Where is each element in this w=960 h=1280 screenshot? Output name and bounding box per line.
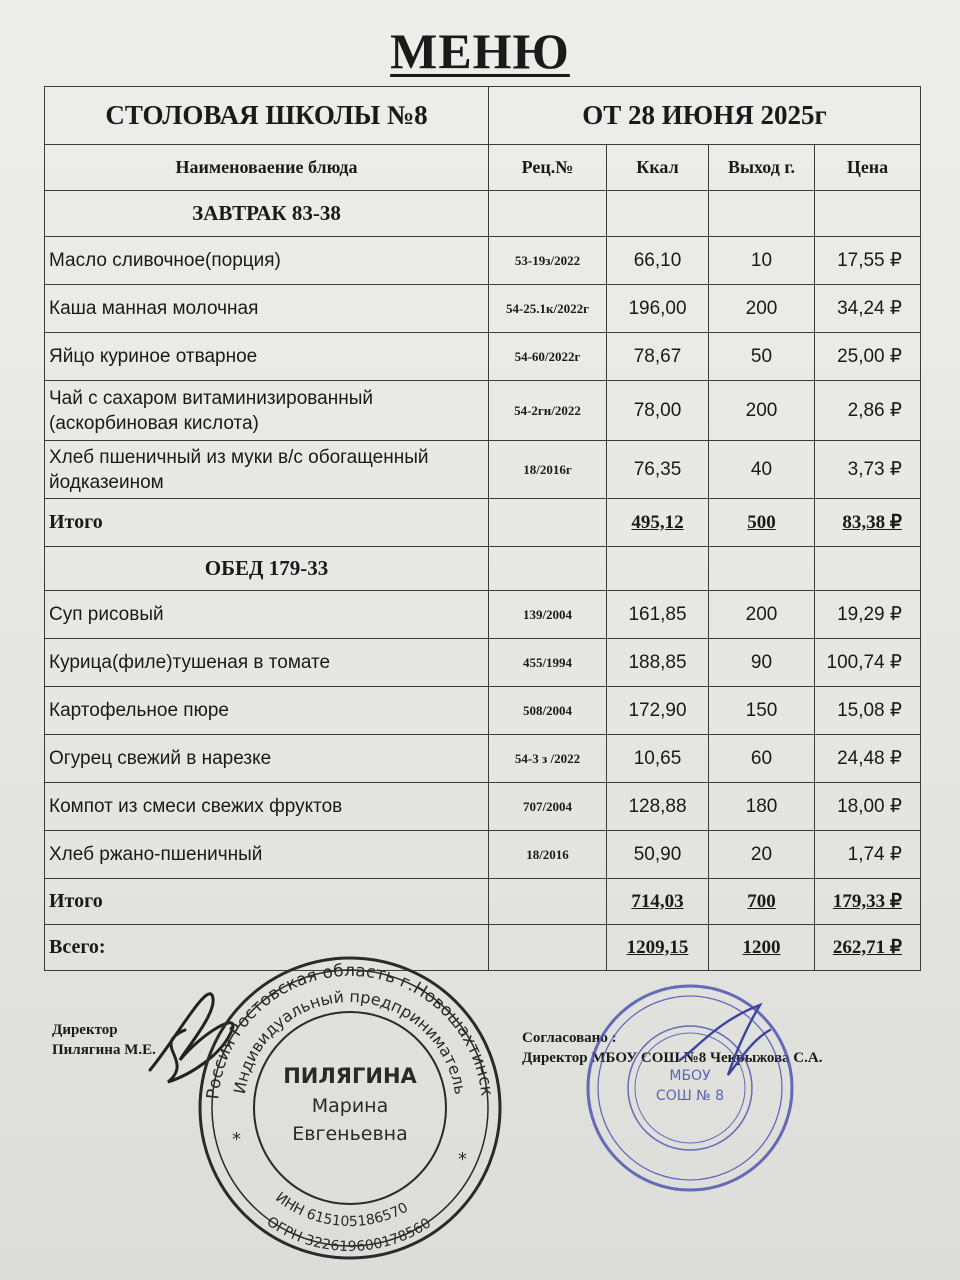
dish-kcal: 128,88 bbox=[607, 783, 709, 831]
dish-yield: 90 bbox=[709, 639, 815, 687]
school-name: СТОЛОВАЯ ШКОЛЫ №8 bbox=[45, 87, 489, 145]
stamp-name-3: Евгеньевна bbox=[292, 1123, 408, 1145]
total-yield: 700 bbox=[709, 879, 815, 925]
school-stamp-line-2: СОШ № 8 bbox=[655, 1088, 725, 1104]
dish-yield: 200 bbox=[709, 591, 815, 639]
dish-kcal: 78,00 bbox=[607, 381, 709, 441]
dish-yield: 200 bbox=[709, 381, 815, 441]
table-row bbox=[45, 441, 921, 499]
table-row bbox=[45, 285, 921, 333]
dish-kcal: 188,85 bbox=[607, 639, 709, 687]
empty-cell bbox=[815, 191, 921, 237]
dish-yield: 40 bbox=[709, 441, 815, 499]
empty-cell bbox=[815, 547, 921, 591]
dish-name: Картофельное пюре bbox=[45, 687, 489, 735]
dish-name: Хлеб пшеничный из муки в/с обогащенный йодказеином bbox=[45, 441, 489, 499]
column-yield: Выход г. bbox=[709, 145, 815, 191]
dish-recipe: 707/2004 bbox=[489, 783, 607, 831]
dish-yield: 180 bbox=[709, 783, 815, 831]
dish-recipe: 139/2004 bbox=[489, 591, 607, 639]
dish-yield: 20 bbox=[709, 831, 815, 879]
empty-cell bbox=[489, 191, 607, 237]
dish-yield: 150 bbox=[709, 687, 815, 735]
page-title-text: МЕНЮ bbox=[390, 23, 570, 79]
empty-cell bbox=[709, 547, 815, 591]
empty-cell bbox=[489, 547, 607, 591]
table-row bbox=[45, 333, 921, 381]
total-kcal: 495,12 bbox=[607, 499, 709, 547]
total-label: Итого bbox=[45, 499, 489, 547]
dish-recipe: 18/2016 bbox=[489, 831, 607, 879]
column-header-row bbox=[45, 145, 921, 191]
dish-kcal: 10,65 bbox=[607, 735, 709, 783]
dish-recipe: 54-25.1к/2022г bbox=[489, 285, 607, 333]
dish-price: 17,55 ₽ bbox=[815, 237, 921, 285]
dish-kcal: 172,90 bbox=[607, 687, 709, 735]
dish-recipe: 54-2гн/2022 bbox=[489, 381, 607, 441]
dish-price: 34,24 ₽ bbox=[815, 285, 921, 333]
dish-name: Хлеб ржано-пшеничный bbox=[45, 831, 489, 879]
stamp-name-1: ПИЛЯГИНА bbox=[283, 1064, 417, 1088]
table-row bbox=[45, 831, 921, 879]
column-kcal: Ккал bbox=[607, 145, 709, 191]
dish-kcal: 196,00 bbox=[607, 285, 709, 333]
dish-yield: 200 bbox=[709, 285, 815, 333]
empty-cell bbox=[709, 191, 815, 237]
dish-price: 18,00 ₽ bbox=[815, 783, 921, 831]
stamp-outer-text: Россия Ростовская область г.Новошахтинск bbox=[203, 960, 497, 1101]
dish-price: 15,08 ₽ bbox=[815, 687, 921, 735]
dish-price: 3,73 ₽ bbox=[815, 441, 921, 499]
dish-kcal: 66,10 bbox=[607, 237, 709, 285]
dish-yield: 60 bbox=[709, 735, 815, 783]
stamp-star-icon: * bbox=[232, 1129, 241, 1150]
school-stamp-line-1: МБОУ bbox=[669, 1068, 711, 1084]
dish-name: Масло сливочное(порция) bbox=[45, 237, 489, 285]
dish-price: 19,29 ₽ bbox=[815, 591, 921, 639]
menu-table bbox=[44, 86, 921, 971]
dish-name: Каша манная молочная bbox=[45, 285, 489, 333]
director-title: Директор bbox=[52, 1022, 118, 1038]
dish-recipe: 18/2016г bbox=[489, 441, 607, 499]
dish-name: Суп рисовый bbox=[45, 591, 489, 639]
total-price: 83,38 ₽ bbox=[815, 499, 921, 547]
approval-block bbox=[522, 1028, 822, 1068]
director-signature-block bbox=[52, 1020, 156, 1060]
total-yield: 500 bbox=[709, 499, 815, 547]
dish-name: Яйцо куриное отварное bbox=[45, 333, 489, 381]
empty-cell bbox=[489, 879, 607, 925]
empty-cell bbox=[607, 191, 709, 237]
stamp-inner-text: Индивидуальный предприниматель bbox=[229, 986, 471, 1096]
breakfast-title: ЗАВТРАК 83-38 bbox=[45, 191, 489, 237]
table-row bbox=[45, 639, 921, 687]
empty-cell bbox=[607, 547, 709, 591]
stamp-name-2: Марина bbox=[311, 1095, 389, 1117]
table-row bbox=[45, 735, 921, 783]
table-row bbox=[45, 381, 921, 441]
column-name: Наименоваение блюда bbox=[45, 145, 489, 191]
approval-name: Директор МБОУ СОШ №8 Чекрыжова С.А. bbox=[522, 1050, 823, 1066]
stamp-inn: ИНН 615105186570 bbox=[272, 1189, 411, 1231]
dish-price: 24,48 ₽ bbox=[815, 735, 921, 783]
dish-name: Компот из смеси свежих фруктов bbox=[45, 783, 489, 831]
stamp-ogrn: ОГРН 322619600178560 bbox=[263, 1213, 435, 1256]
column-recipe: Рец.№ bbox=[489, 145, 607, 191]
header-row bbox=[45, 87, 921, 145]
dish-recipe: 54-60/2022г bbox=[489, 333, 607, 381]
table-row bbox=[45, 237, 921, 285]
dish-price: 100,74 ₽ bbox=[815, 639, 921, 687]
dish-recipe: 455/1994 bbox=[489, 639, 607, 687]
dish-price: 2,86 ₽ bbox=[815, 381, 921, 441]
empty-cell bbox=[489, 925, 607, 971]
page-title bbox=[0, 22, 960, 80]
lunch-section-row bbox=[45, 547, 921, 591]
dish-name: Чай с сахаром витаминизированный (аскорбиновая кислота) bbox=[45, 381, 489, 441]
dish-recipe: 53-19з/2022 bbox=[489, 237, 607, 285]
total-kcal: 714,03 bbox=[607, 879, 709, 925]
approval-label: Согласовано : bbox=[522, 1030, 617, 1046]
grand-total-label: Всего: bbox=[45, 925, 489, 971]
director-name: Пилягина М.Е. bbox=[52, 1042, 156, 1058]
grand-total-price: 262,71 ₽ bbox=[815, 925, 921, 971]
dish-price: 1,74 ₽ bbox=[815, 831, 921, 879]
lunch-total-row bbox=[45, 879, 921, 925]
dish-kcal: 78,67 bbox=[607, 333, 709, 381]
grand-total-kcal: 1209,15 bbox=[607, 925, 709, 971]
table-row bbox=[45, 783, 921, 831]
empty-cell bbox=[489, 499, 607, 547]
dish-yield: 50 bbox=[709, 333, 815, 381]
dish-kcal: 76,35 bbox=[607, 441, 709, 499]
breakfast-section-row bbox=[45, 191, 921, 237]
dish-recipe: 54-3 з /2022 bbox=[489, 735, 607, 783]
table-row bbox=[45, 687, 921, 735]
stamp-star-icon: * bbox=[458, 1149, 467, 1170]
dish-recipe: 508/2004 bbox=[489, 687, 607, 735]
dish-kcal: 161,85 bbox=[607, 591, 709, 639]
lunch-title: ОБЕД 179-33 bbox=[45, 547, 489, 591]
dish-name: Курица(филе)тушеная в томате bbox=[45, 639, 489, 687]
menu-date: ОТ 28 ИЮНЯ 2025г bbox=[489, 87, 921, 145]
table-row bbox=[45, 591, 921, 639]
total-price: 179,33 ₽ bbox=[815, 879, 921, 925]
column-price: Цена bbox=[815, 145, 921, 191]
dish-price: 25,00 ₽ bbox=[815, 333, 921, 381]
dish-yield: 10 bbox=[709, 237, 815, 285]
grand-total-row bbox=[45, 925, 921, 971]
dish-name: Огурец свежий в нарезке bbox=[45, 735, 489, 783]
dish-kcal: 50,90 bbox=[607, 831, 709, 879]
grand-total-yield: 1200 bbox=[709, 925, 815, 971]
breakfast-total-row bbox=[45, 499, 921, 547]
total-label: Итого bbox=[45, 879, 489, 925]
